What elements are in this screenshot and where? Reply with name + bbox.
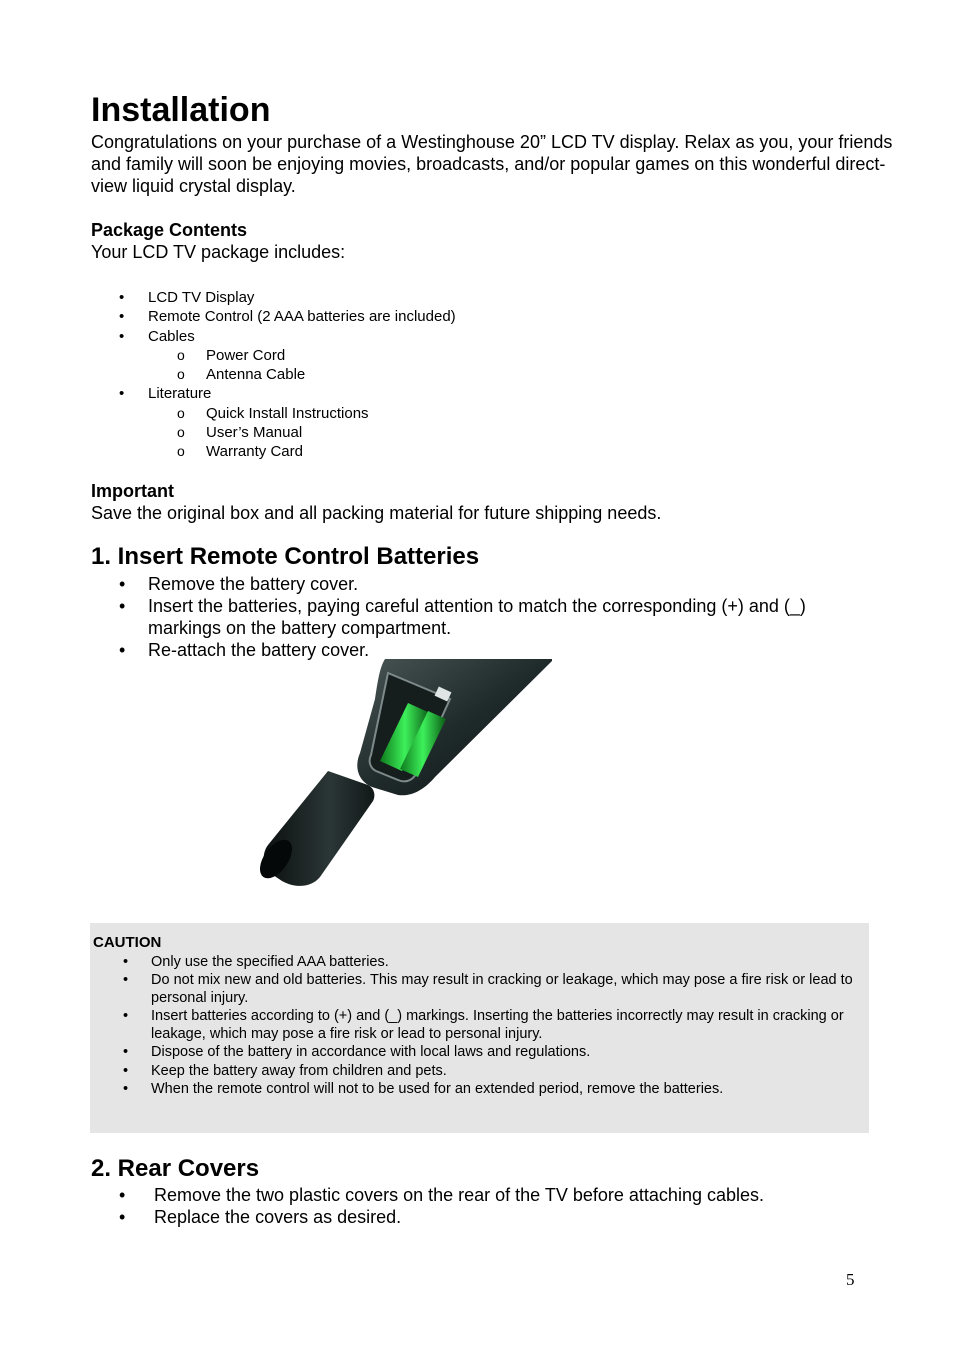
sub-bullet: o bbox=[177, 404, 185, 421]
section1-heading: 1. Insert Remote Control Batteries bbox=[91, 543, 480, 570]
list-item: • Insert batteries according to (+) and (_) markings. Inserting the batteries incorrectly may result in cracking or leakage, which may pose a fire risk or lead to personal injury. bbox=[123, 1008, 844, 1043]
list-subitem: o Quick Install Instructions bbox=[177, 404, 369, 422]
list-item: • Insert the batteries, paying careful attention to match the corresponding (+) and (_) markings on the battery compartment. bbox=[119, 596, 806, 638]
list-item: • LCD TV Display bbox=[119, 289, 255, 306]
bullet: • bbox=[119, 574, 126, 594]
bullet: • bbox=[123, 954, 129, 970]
bullet: • bbox=[119, 289, 125, 306]
remote-body bbox=[357, 659, 552, 795]
list-item: • Remote Control (2 AAA batteries are included) bbox=[119, 308, 456, 326]
list-item: • Keep the battery away from children and pets. bbox=[123, 1062, 447, 1079]
intro-paragraph: Congratulations on your purchase of a Westinghouse 20” LCD TV display. Relax as you, your friends and family will soon be enjoying movies, broadcasts, and/or popular games on this wonderful direct-view liquid crystal display. bbox=[91, 132, 893, 196]
caution-heading: CAUTION bbox=[93, 934, 162, 951]
section1-list bbox=[91, 573, 881, 661]
sub-bullet: o bbox=[177, 443, 185, 460]
battery-cover bbox=[254, 771, 375, 886]
package-contents-lead: Your LCD TV package includes: bbox=[91, 242, 346, 262]
list-item: • Dispose of the battery in accordance with local laws and regulations. bbox=[123, 1044, 591, 1061]
list-item: • Literature bbox=[119, 385, 212, 403]
list-item: • Cables bbox=[119, 327, 195, 345]
bullet: • bbox=[119, 327, 125, 345]
list-item: • Replace the covers as desired. bbox=[119, 1207, 402, 1227]
caution-list bbox=[90, 953, 860, 1098]
bullet: • bbox=[123, 972, 129, 989]
list-subitem: o Warranty Card bbox=[177, 443, 303, 461]
list-item: • Remove the two plastic covers on the rear of the TV before attaching cables. bbox=[119, 1185, 764, 1205]
bullet: • bbox=[123, 1062, 129, 1079]
bullet: • bbox=[123, 1044, 129, 1061]
list-subitem: o Power Cord bbox=[177, 346, 286, 364]
list-subitem: o User’s Manual bbox=[177, 424, 303, 442]
page-title: Installation bbox=[91, 91, 271, 129]
bullet: • bbox=[123, 1008, 129, 1025]
sub-bullet: o bbox=[177, 424, 185, 441]
package-contents-list bbox=[91, 288, 871, 462]
list-item: • Only use the specified AAA batteries. bbox=[123, 954, 389, 970]
remote-battery-image bbox=[240, 659, 552, 905]
list-item: • Do not mix new and old batteries. This may result in cracking or leakage, which may pose a fire risk or lead to personal injury. bbox=[123, 972, 853, 1007]
bullet: • bbox=[119, 1185, 126, 1205]
caution-box bbox=[90, 923, 869, 1133]
sub-bullet: o bbox=[177, 366, 185, 383]
section2-list bbox=[91, 1184, 881, 1228]
bullet: • bbox=[119, 1207, 126, 1227]
page-number: 5 bbox=[846, 1270, 855, 1289]
list-item: • When the remote control will not to be used for an extended period, remove the batteries. bbox=[123, 1080, 724, 1097]
important-text: Save the original box and all packing material for future shipping needs. bbox=[91, 503, 662, 523]
bullet: • bbox=[119, 385, 125, 403]
section2-heading: 2. Rear Covers bbox=[91, 1155, 260, 1182]
package-contents-heading: Package Contents bbox=[91, 220, 248, 240]
important-heading: Important bbox=[91, 481, 174, 501]
bullet: • bbox=[123, 1080, 129, 1097]
list-item: • Remove the battery cover. bbox=[119, 574, 359, 594]
bullet: • bbox=[119, 308, 125, 326]
bullet: • bbox=[119, 596, 126, 616]
sub-bullet: o bbox=[177, 346, 185, 363]
bullet: • bbox=[119, 640, 126, 660]
list-subitem: o Antenna Cable bbox=[177, 366, 306, 384]
list-item: • Re-attach the battery cover. bbox=[119, 640, 370, 660]
